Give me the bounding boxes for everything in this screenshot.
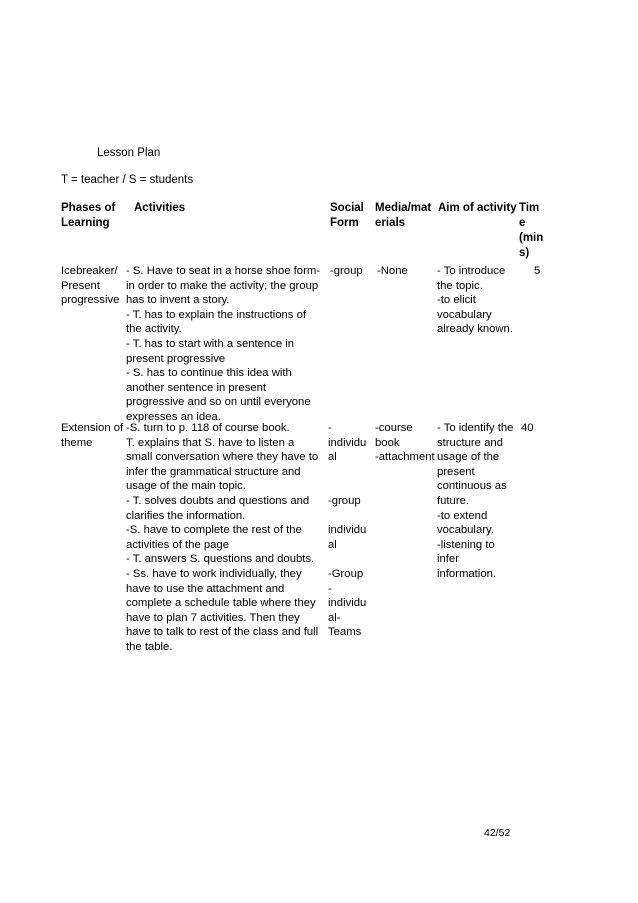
header-time-line: (min bbox=[519, 232, 544, 244]
row1-social bbox=[330, 264, 374, 279]
row2-social-line: individu bbox=[328, 597, 367, 610]
row2-activity-line: -S. have to complete the rest of the bbox=[126, 524, 302, 537]
header-media bbox=[375, 201, 437, 231]
legend: T = teacher / S = students bbox=[61, 174, 194, 186]
row2-activity-line: clarifies the information. bbox=[126, 509, 246, 522]
row2-aim-line: usage of the bbox=[437, 451, 500, 464]
row2-aim-line: information. bbox=[437, 567, 497, 580]
row2-activities bbox=[126, 421, 333, 655]
row2-aim bbox=[437, 421, 533, 582]
row2-social-line bbox=[328, 509, 372, 524]
row2-aim-line: vocabulary. bbox=[437, 524, 494, 537]
row2-social bbox=[328, 421, 372, 640]
row2-activity-line: have to talk to rest of the class and full bbox=[126, 626, 319, 639]
row1-activity-line: another sentence in present bbox=[126, 381, 267, 394]
row1-activity-line: progressive and so on until everyone bbox=[126, 396, 311, 409]
row1-activity-line: expresses an idea. bbox=[126, 410, 221, 423]
row1-social-line: -group bbox=[330, 265, 363, 277]
row1-activity-line: present progressive bbox=[126, 352, 226, 365]
row2-social-line: al- bbox=[328, 611, 341, 624]
header-time-line: s) bbox=[519, 247, 530, 259]
row1-aim-line: the topic. bbox=[437, 279, 483, 292]
row1-phase-line: Present bbox=[61, 279, 100, 292]
header-activities: Activities bbox=[134, 202, 186, 214]
row2-media-line: -attachment bbox=[375, 451, 435, 464]
row2-activity-line: small conversation where they have to bbox=[126, 451, 319, 464]
row1-phase bbox=[61, 264, 123, 308]
header-time-line: e bbox=[519, 217, 526, 229]
row2-activity-line: have to plan 7 activities. Then they bbox=[126, 611, 300, 624]
row2-aim-line: present bbox=[437, 465, 475, 478]
row2-social-line: -group bbox=[328, 494, 361, 507]
row1-aim-line: - To introduce bbox=[437, 265, 506, 277]
header-time-line: Tim bbox=[519, 202, 540, 214]
row2-media-line: book bbox=[375, 436, 400, 449]
row2-activity-line: infer the grammatical structure and bbox=[126, 465, 301, 478]
row1-time: 5 bbox=[534, 265, 541, 277]
row2-activity-line: complete a schedule table where they bbox=[126, 597, 316, 610]
row1-aim-line: vocabulary bbox=[437, 308, 492, 321]
page-title: Lesson Plan bbox=[97, 147, 161, 159]
row2-social-line: al bbox=[328, 538, 337, 551]
row2-social-line: - bbox=[328, 422, 332, 434]
row1-activity-line: - S. has to continue this idea with bbox=[126, 367, 292, 380]
row1-aim-line: -to elicit bbox=[437, 294, 476, 307]
header-social-line: Social bbox=[330, 202, 364, 214]
row2-social-line bbox=[328, 465, 372, 480]
row2-activity-line: have to use the attachment and bbox=[126, 582, 285, 595]
row2-social-line: -Group bbox=[328, 567, 364, 580]
row2-aim-line: future. bbox=[437, 494, 470, 507]
row2-social-line: individu bbox=[328, 524, 367, 537]
row2-phase-line: theme bbox=[61, 436, 93, 449]
row1-activity-line: the activity. bbox=[126, 323, 182, 336]
row2-social-line bbox=[328, 552, 372, 567]
row2-aim-line: -listening to bbox=[437, 538, 495, 551]
row1-media-line: -None bbox=[377, 265, 408, 277]
row1-phase-line: progressive bbox=[61, 294, 120, 307]
row2-activity-line: -S. turn to p. 118 of course book. bbox=[126, 422, 290, 434]
row2-aim-line: continuous as bbox=[437, 480, 507, 493]
row1-phase-line: Icebreaker/ bbox=[61, 265, 118, 277]
row2-activity-line: the table. bbox=[126, 640, 173, 653]
row1-activity-line: - S. Have to seat in a horse shoe form- bbox=[126, 265, 321, 277]
row2-activity-line: usage of the main topic. bbox=[126, 480, 246, 493]
row2-activity-line: - T. solves doubts and questions and bbox=[126, 494, 310, 507]
row1-activity-line: - T. has to start with a sentence in bbox=[126, 337, 295, 350]
header-aim: Aim of activity bbox=[438, 202, 517, 214]
row1-activity-line: in order to make the activity; the group bbox=[126, 279, 319, 292]
row2-social-line bbox=[328, 479, 372, 494]
row2-aim-line: infer bbox=[437, 553, 459, 566]
header-phases-line: Phases of bbox=[61, 202, 116, 214]
row2-social-line: individu bbox=[328, 436, 367, 449]
header-time bbox=[519, 201, 549, 261]
header-media-line: Media/mat bbox=[375, 202, 432, 214]
row2-aim-line: structure and bbox=[437, 436, 503, 449]
header-social-line: Form bbox=[330, 217, 359, 229]
row2-media bbox=[375, 421, 437, 465]
row2-social-line: - bbox=[328, 582, 332, 595]
row1-activity-line: has to invent a story. bbox=[126, 294, 230, 307]
row2-activity-line: - Ss. have to work individually, they bbox=[126, 567, 302, 580]
header-phases-line: Learning bbox=[61, 217, 110, 229]
row2-time: 40 bbox=[521, 422, 534, 434]
row2-aim-line: - To identify the bbox=[437, 422, 514, 434]
row1-media bbox=[377, 264, 439, 279]
header-social-form bbox=[330, 201, 374, 231]
row2-social-line: Teams bbox=[328, 626, 362, 639]
header-media-line: erials bbox=[375, 217, 406, 229]
row1-aim-line: already known. bbox=[437, 323, 513, 336]
row2-activity-line: activities of the page bbox=[126, 538, 229, 551]
row2-phase bbox=[61, 421, 123, 450]
page-number: 42/52 bbox=[484, 827, 511, 839]
row2-media-line: -course bbox=[375, 422, 413, 434]
row1-aim bbox=[437, 264, 533, 337]
row1-activities bbox=[126, 264, 333, 425]
header-phases bbox=[61, 201, 123, 231]
row2-phase-line: Extension of bbox=[61, 422, 124, 434]
row2-activity-line: - T. answers S. questions and doubts. bbox=[126, 553, 315, 566]
row2-social-line: al bbox=[328, 451, 337, 464]
row2-activity-line: T. explains that S. have to listen a bbox=[126, 436, 295, 449]
row2-aim-line: -to extend bbox=[437, 509, 488, 522]
row1-activity-line: - T. has to explain the instructions of bbox=[126, 308, 307, 321]
